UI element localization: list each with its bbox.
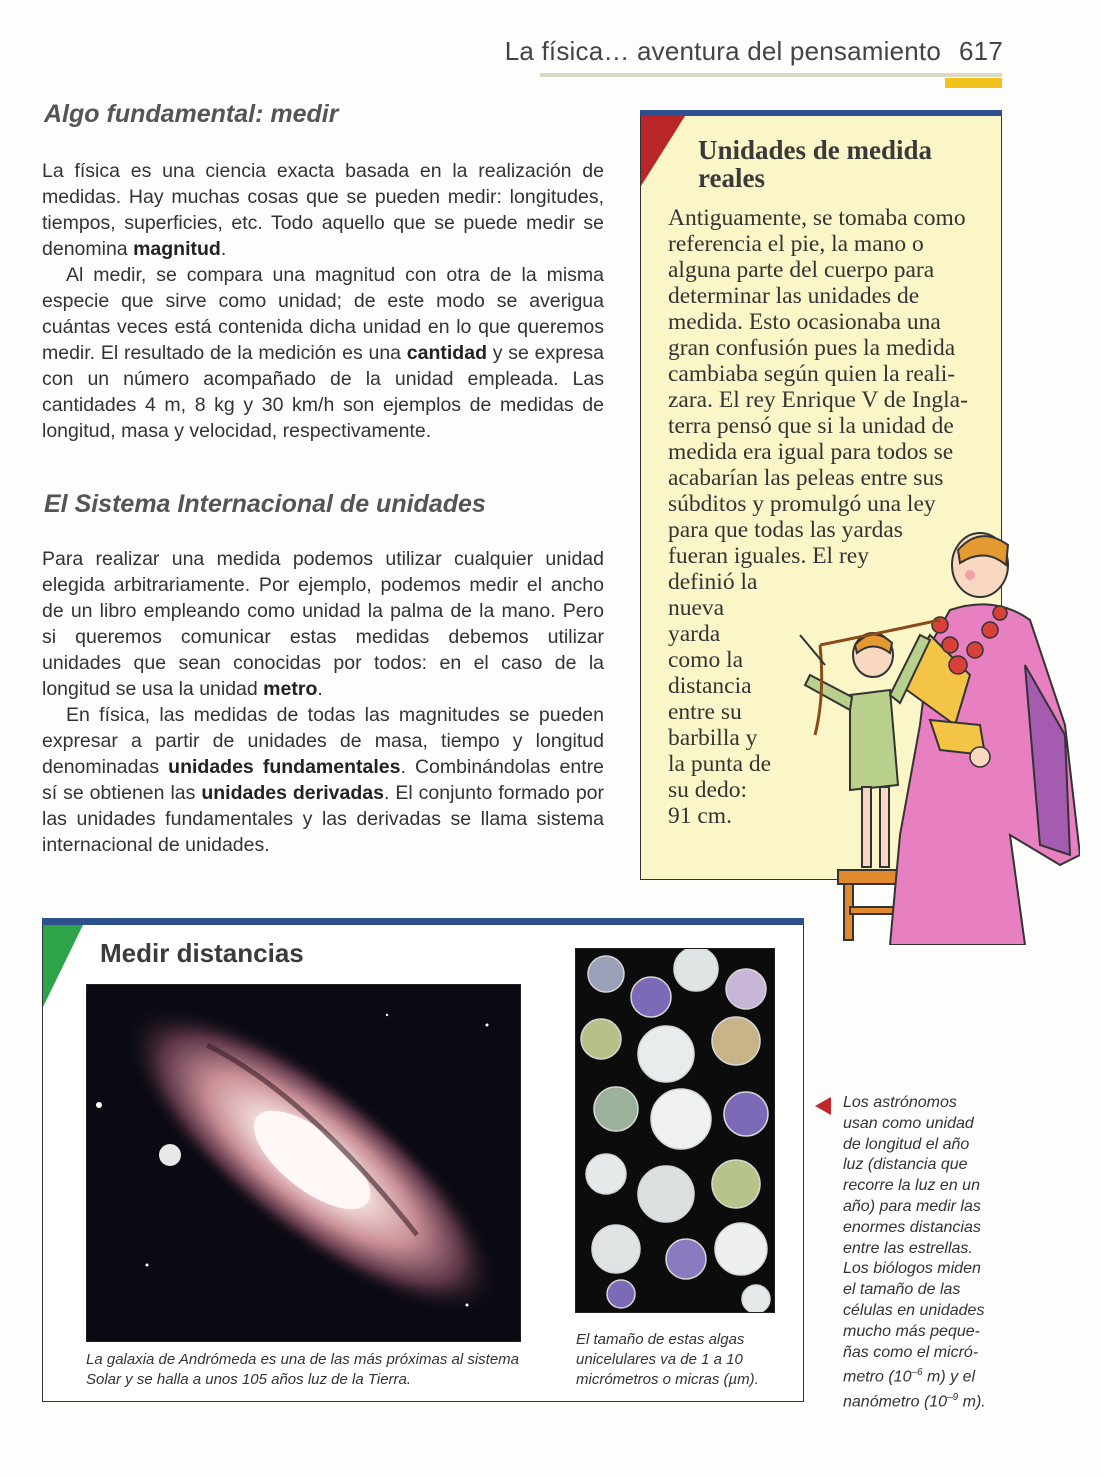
sidebar-text-line: nueva [668, 595, 725, 621]
sidebar-text-line: súbditos y promulgó una ley [668, 491, 936, 517]
section-body-medir [42, 158, 604, 444]
section-heading-medir: Algo fundamental: medir [44, 100, 339, 128]
paragraph: La física es una ciencia exacta basada en la realización de medidas. Hay muchas cosas que se pueden medir: longitudes, tiempos, superficies, etc. Todo aquello que se puede medir se denomina magnitud. [42, 160, 604, 260]
page-number: 617 [959, 36, 1003, 66]
sidebar-text-line: referencia el pie, la mano o [668, 231, 924, 257]
sidebar-text-line: Antiguamente, se tomaba como [668, 205, 966, 231]
paragraph: Al medir, se compara una magnitud con otra de la misma especie que sirve como unidad; de este modo se averigua cuántas veces está contenida dicha unidad en lo que queremos medir. El resultado de la medición es una cantidad y se expresa con un número acompañado de la unidad empleada. Las cantidades 4 m, 8 kg y 30 km/h son ejemplos de medidas de longitud, masa y velocidad, respectivamente. [42, 264, 604, 442]
sidebar-text-line: 91 cm. [668, 803, 732, 829]
sidebar-text-line: su dedo: [668, 777, 747, 803]
side-caption-line: Los astrónomos [843, 1094, 957, 1111]
sidebar-text-line: entre su [668, 699, 742, 725]
sidebar-text-line: yarda [668, 621, 721, 647]
sidebar-text-line: la punta de [668, 751, 772, 777]
term-metro: metro [263, 678, 318, 700]
sidebar-top-bar [640, 110, 1002, 116]
section-body-sistema [42, 546, 604, 858]
sidebar-text-line: cambiaba según quien la reali- [668, 361, 956, 387]
term-cantidad: cantidad [406, 342, 487, 364]
box-top-bar [42, 918, 804, 925]
side-caption-line: mucho más peque- [843, 1322, 980, 1340]
side-caption-line: nanómetro ($10^{-9}$ m). [843, 1392, 986, 1411]
header-rule [540, 73, 1002, 77]
side-caption-line: luz (distancia que [843, 1156, 968, 1174]
side-caption-line: ñas como el micró- [843, 1343, 979, 1361]
sidebar-text-line: fueran iguales. El rey [668, 543, 869, 569]
paragraph: En física, las medidas de todas las magnitudes se pueden expresar a partir de unidades de masa, tiempo y longitud denominadas unidades fundamentales. Combinándolas entre sí se obtienen las unidades derivadas. El conjunto formado por las unidades fundamentales y las derivadas se llama sistema internacional de unidades. [42, 704, 604, 856]
term-unidades-fundamentales: unidades fundamentales [168, 756, 401, 778]
sidebar-title: Unidades de medida reales [698, 135, 933, 193]
side-caption-line: de longitud el año [843, 1135, 970, 1153]
side-caption-line: recorre la luz en un [843, 1177, 980, 1195]
sidebar-text-line: determinar las unidades de [668, 283, 920, 309]
box-corner-triangle [43, 925, 83, 1007]
paragraph: Para realizar una medida podemos utilizar cualquier unidad elegida arbitrariamente. Por ejemplo, podemos medir el ancho de un libro empleando como unidad la palma de la mano. Pero si queremos comunicar estas medidas debemos utilizar unidades que sean conocidas por todos: en el caso de la longitud se usa la unidad metro. [42, 548, 604, 700]
side-caption-line: células en unidades [843, 1301, 985, 1319]
sidebar-text-line: medida era igual para todos se [668, 439, 954, 465]
sidebar-text-line: como la [668, 647, 744, 673]
side-caption-line: usan como unidad [843, 1114, 974, 1132]
king-measuring-illustration [780, 525, 1080, 945]
term-magnitud: magnitud [133, 238, 221, 260]
sidebar-corner-triangle [641, 116, 685, 186]
side-caption-line: el tamaño de las [843, 1281, 961, 1299]
box-title: Medir distancias [100, 938, 304, 968]
sidebar-text-line: terra pensó que si la unidad de [668, 413, 954, 439]
side-caption-line: Los biólogos miden [843, 1260, 981, 1278]
andromeda-galaxy-photo [86, 984, 521, 1342]
sidebar-text-line: medida. Esto ocasionaba una [668, 309, 941, 335]
algae-caption: El tamaño de estas algas unicelulares va de 1 a 10 micrómetros o micras (µm). [576, 1331, 759, 1388]
header-accent-bar [945, 78, 1002, 88]
side-caption-line: enormes distancias [843, 1218, 981, 1236]
caption-arrow-icon [815, 1097, 831, 1115]
sidebar-text-line: alguna parte del cuerpo para [668, 257, 935, 283]
running-title: La física… aventura del pensamiento [504, 36, 942, 66]
section-heading-sistema-internacional: El Sistema Internacional de unidades [44, 490, 486, 518]
side-caption-line: entre las estrellas. [843, 1239, 973, 1257]
sidebar-text-line: distancia [668, 673, 752, 699]
units-side-caption [843, 1093, 1008, 1414]
term-unidades-derivadas: unidades derivadas [201, 782, 384, 804]
galaxy-caption: La galaxia de Andrómeda es una de las más próximas al sistema Solar y se halla a unos 105 años luz de la Tierra. [86, 1351, 520, 1388]
sidebar-text-line: barbilla y [668, 725, 758, 751]
sidebar-text-line: acabarían las peleas entre sus [668, 465, 944, 491]
side-caption-line: año) para medir las [843, 1197, 981, 1215]
sidebar-text-line: zara. El rey Enrique V de Ingla- [668, 387, 968, 413]
sidebar-text-line: definió la [668, 569, 758, 595]
running-header [505, 36, 1003, 67]
algae-cells-photo [575, 948, 775, 1313]
side-caption-line: metro ($10^{-6}$ m) y el [843, 1367, 976, 1386]
sidebar-text-line: para que todas las yardas [668, 517, 903, 543]
sidebar-text-line: gran confusión pues la medida [668, 335, 956, 361]
